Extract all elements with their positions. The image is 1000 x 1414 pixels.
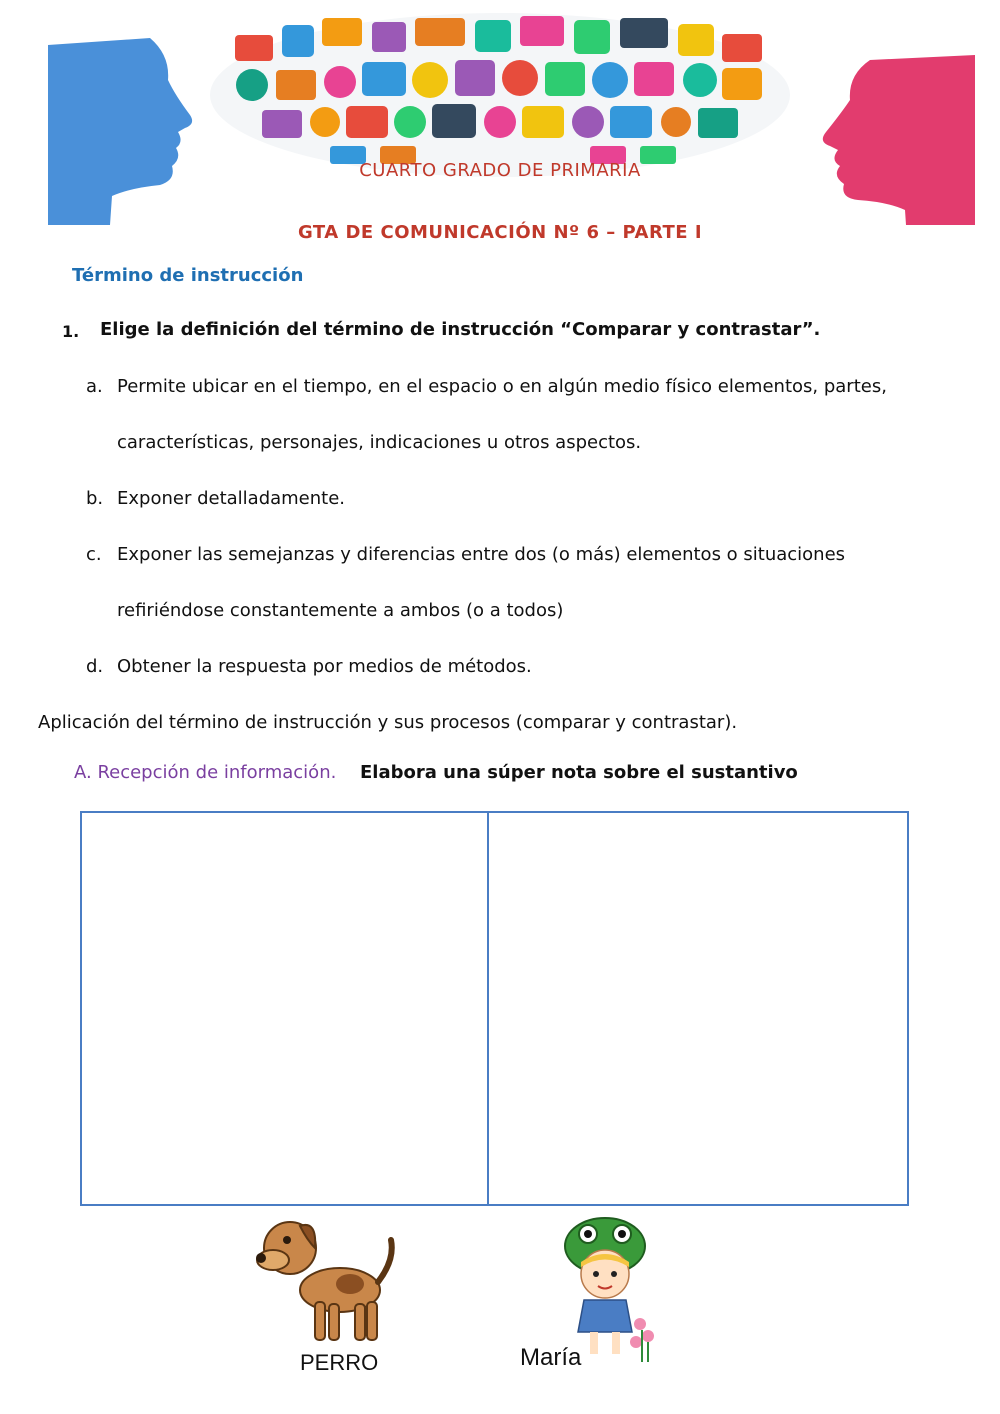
girl-illustration [550,1212,660,1362]
dog-illustration [245,1210,405,1350]
option-a-text-line1: Permite ubicar en el tiempo, en el espacio o en algún medio físico elementos, partes, [117,376,887,397]
reception-label: A. Recepción de información. [74,762,337,783]
option-c-text-line1: Exponer las semejanzas y diferencias entre dos (o más) elementos o situaciones [117,544,846,565]
option-d-text: Obtener la respuesta por medios de métodos. [117,656,532,677]
option-c-text-line2: refiriéndose constantemente a ambos (o a todos) [117,600,564,621]
reception-task: Elabora una súper nota sobre el sustantivo [360,762,798,783]
girl-caption: María [520,1344,582,1371]
section-heading: Término de instrucción [72,265,304,286]
question-number: 1. [62,322,80,341]
note-box-divider [487,811,489,1206]
option-b-letter: b. [86,488,104,509]
pink-head-silhouette [823,55,975,225]
icon-cloud [210,13,790,177]
question-text: Elige la definición del término de instrucción “Comparar y contrastar”. [100,319,821,340]
banner-illustration [0,0,1000,225]
application-text: Aplicación del término de instrucción y sus procesos (comparar y contrastar). [38,712,738,733]
guide-title: GTA DE COMUNICACIÓN Nº 6 – PARTE I [297,222,703,243]
dog-caption: PERRO [300,1350,379,1375]
super-note-box[interactable] [80,811,909,1206]
option-a-text-line2: características, personajes, indicaciones u otros aspectos. [117,432,642,453]
blue-head-silhouette [48,38,192,225]
option-c-letter: c. [86,544,102,565]
option-a-letter: a. [86,376,103,397]
option-d-letter: d. [86,656,104,677]
option-b-text: Exponer detalladamente. [117,488,346,509]
grade-title: CUARTO GRADO DE PRIMARIA [359,160,641,181]
